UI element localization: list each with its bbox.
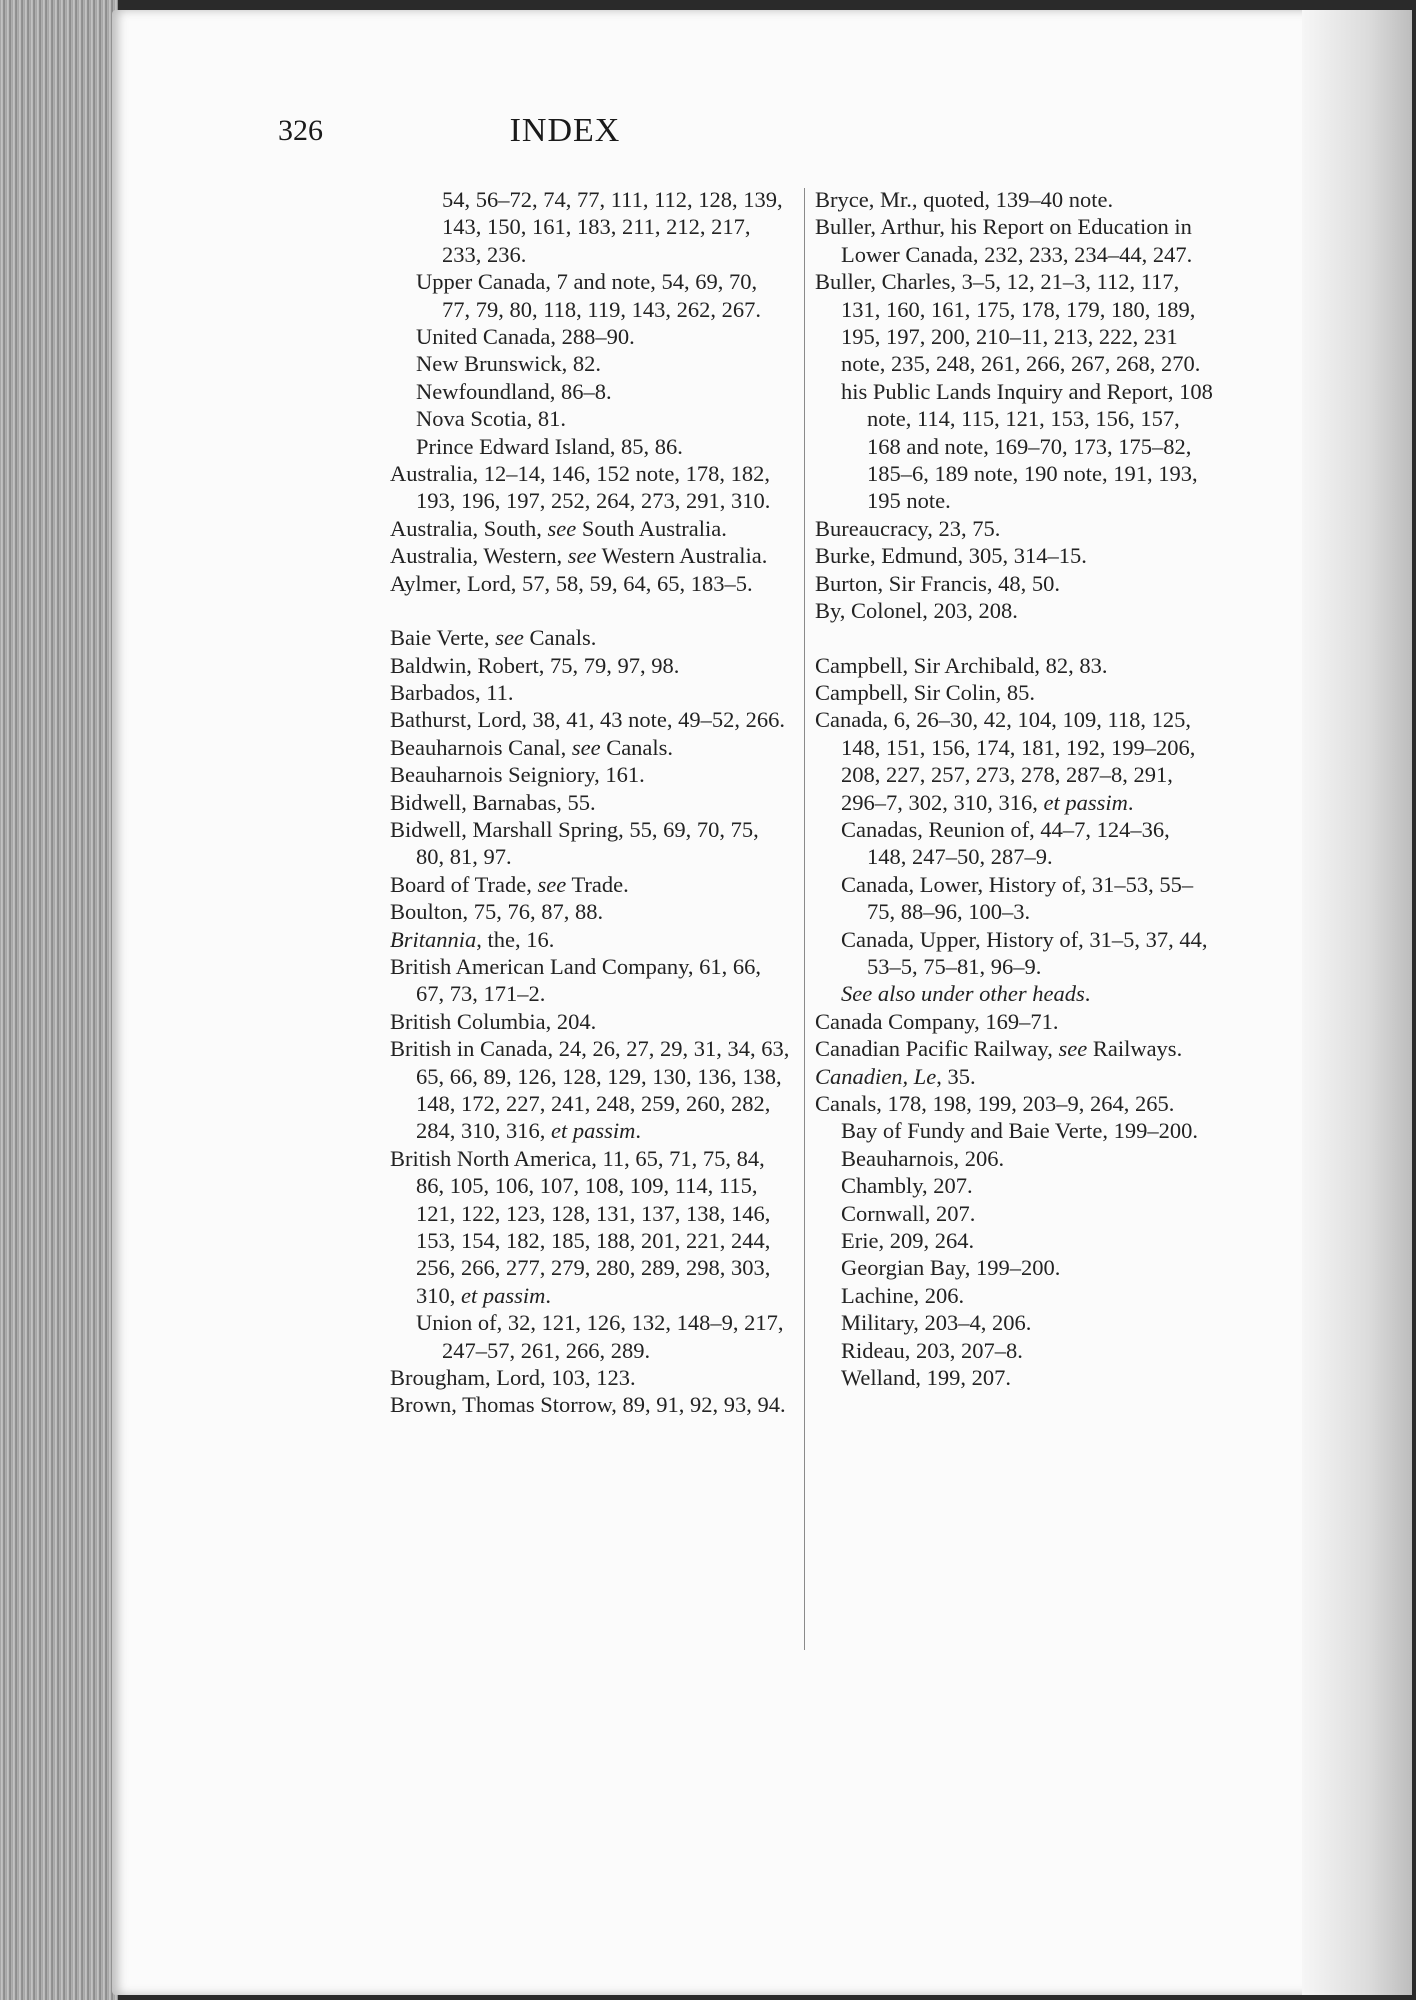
index-entry: Bidwell, Marshall Spring, 55, 69, 70, 75, 80, 81, 97. — [390, 816, 759, 870]
index-entry: Campbell, Sir Archibald, 82, 83. — [815, 652, 1108, 678]
index-subentry: Prince Edward Island, 85, 86. — [416, 433, 683, 459]
index-entry — [815, 706, 1213, 816]
index-entry: Bathurst, Lord, 38, 41, 43 note, 49–52, 266. — [390, 707, 785, 733]
entry-text: Australia, Western, — [390, 543, 568, 569]
index-entry: Brown, Thomas Storrow, 89, 91, 92, 93, 94. — [390, 1392, 786, 1418]
entry-text: Australia, South, — [390, 515, 548, 541]
index-subentry — [815, 980, 1213, 1007]
running-head-title: INDEX — [509, 112, 621, 149]
letter-section-gap — [815, 625, 1213, 652]
entry-text: Railways. — [1087, 1036, 1183, 1062]
entry-text: . — [545, 1282, 551, 1308]
index-entry — [390, 624, 790, 651]
page-header — [278, 108, 852, 158]
index-entry: Burton, Sir Francis, 48, 50. — [815, 570, 1060, 596]
italic-term: Britannia — [390, 926, 477, 952]
index-subentry: Union of, 32, 121, 126, 132, 148–9, 217, 247–57, 261, 266, 289. — [416, 1310, 784, 1363]
index-subentry: Beauharnois, 206. — [841, 1145, 1005, 1171]
italic-cross-reference: et passim — [1043, 789, 1128, 815]
italic-cross-reference: see — [537, 871, 567, 897]
entry-text: . — [1127, 789, 1134, 815]
index-entry — [815, 1035, 1213, 1062]
index-entry: Campbell, Sir Colin, 85. — [815, 679, 1036, 705]
index-subentry: Lachine, 206. — [841, 1282, 965, 1308]
italic-cross-reference: see — [567, 543, 597, 569]
index-entry — [390, 542, 790, 569]
index-entry: Bureaucracy, 23, 75. — [815, 515, 1001, 541]
index-entry: Buller, Arthur, his Report on Education in Lower Canada, 232, 233, 234–44, 247. — [815, 214, 1193, 267]
index-entry: Canals, 178, 198, 199, 203–9, 264, 265. — [815, 1091, 1175, 1116]
entry-text: , 35. — [936, 1063, 976, 1089]
italic-cross-reference: see — [1058, 1036, 1088, 1062]
italic-term: Canadien, Le — [815, 1063, 937, 1089]
italic-cross-reference: et passim — [461, 1282, 546, 1308]
index-subentry: Erie, 209, 264. — [841, 1228, 975, 1254]
index-entry: Baldwin, Robert, 75, 79, 97, 98. — [390, 652, 680, 678]
entry-text: Canadian Pacific Railway, — [815, 1036, 1059, 1062]
index-entry: Barbados, 11. — [390, 679, 514, 705]
index-subentry: his Public Lands Inquiry and Report, 108 note, 114, 115, 121, 153, 156, 157, 168 and note, 169–70, 173, 175–82, 185–6, 189 note, 190 note, 191, 193, 195 note. — [841, 378, 1213, 514]
index-entry: Boulton, 75, 76, 87, 88. — [390, 899, 604, 925]
entry-text: Canada, 6, 26–30, 42, 104, 109, 118, 125, 148, 151, 156, 174, 181, 192, 199–206, 208, 227, 257, 273, 278, 287–8, 291, 296–7, 302, 310, 316, — [815, 707, 1196, 815]
index-column-left — [390, 186, 790, 1419]
index-entry — [390, 1145, 790, 1309]
entry-text: Baie Verte, — [390, 625, 496, 651]
index-subentry: Canada, Upper, History of, 31–5, 37, 44, 53–5, 75–81, 96–9. — [841, 926, 1208, 979]
entry-text: Canals. — [523, 625, 597, 651]
index-entry: Canada Company, 169–71. — [815, 1008, 1059, 1034]
index-subentry: New Brunswick, 82. — [416, 351, 601, 377]
entry-text: Trade. — [566, 871, 629, 897]
index-subentry: Rideau, 203, 207–8. — [841, 1337, 1023, 1363]
book-page-edges — [0, 0, 118, 2000]
index-entry: 54, 56–72, 74, 77, 111, 112, 128, 139, 143, 150, 161, 183, 211, 212, 217, 233, 236. — [442, 187, 783, 267]
entry-text: . — [635, 1118, 641, 1144]
index-entry — [390, 871, 790, 898]
entry-text: Canals. — [600, 734, 674, 760]
index-entry: Beauharnois Seigniory, 161. — [390, 762, 645, 788]
index-subentry: Nova Scotia, 81. — [416, 406, 566, 432]
entry-text: Beauharnois Canal, — [390, 734, 572, 760]
entry-text: British in Canada, 24, 26, 27, 29, 31, 34, 63, 65, 66, 89, 126, 128, 129, 130, 136, 138, 148, 172, 227, 241, 248, 259, 260, 282, 284, 310, 316, — [390, 1036, 790, 1144]
index-subentry: Cornwall, 207. — [841, 1200, 976, 1226]
index-column-right — [815, 186, 1213, 1391]
entry-text: . — [1084, 981, 1091, 1007]
letter-section-gap — [390, 597, 790, 624]
index-entry: Australia, 12–14, 146, 152 note, 178, 182, 193, 196, 197, 252, 264, 273, 291, 310. — [390, 461, 771, 514]
index-entry: Bryce, Mr., quoted, 139–40 note. — [815, 187, 1114, 212]
index-entry: Buller, Charles, 3–5, 12, 21–3, 112, 117, 131, 160, 161, 175, 178, 179, 180, 189, 195, 197, 200, 210–11, 213, 222, 231 note, 235, 248, 261, 266, 267, 268, 270. — [815, 269, 1201, 377]
entry-text: , the, 16. — [476, 926, 555, 952]
index-entry: By, Colonel, 203, 208. — [815, 598, 1018, 624]
page-number: 326 — [278, 114, 323, 147]
italic-cross-reference: see — [571, 734, 601, 760]
index-subentry: Newfoundland, 86–8. — [416, 378, 612, 404]
index-subentry: Welland, 199, 207. — [841, 1365, 1012, 1391]
index-entry: British American Land Company, 61, 66, 67, 73, 171–2. — [390, 953, 761, 1007]
index-entry: Aylmer, Lord, 57, 58, 59, 64, 65, 183–5. — [390, 570, 753, 596]
index-subentry: Georgian Bay, 199–200. — [841, 1255, 1061, 1281]
index-entry — [390, 926, 790, 953]
italic-cross-reference: et passim — [551, 1118, 636, 1144]
entry-text: British North America, 11, 65, 71, 75, 84, 86, 105, 106, 107, 108, 109, 114, 115, 121, 122, 123, 128, 131, 137, 138, 146, 153, 154, 182, 185, 188, 201, 221, 244, 256, 266, 277, 279, 280, 289, 298, 303, 310, — [390, 1145, 771, 1308]
index-subentry: Canada, Lower, History of, 31–53, 55–75, 88–96, 100–3. — [841, 871, 1194, 925]
index-subentry: Bay of Fundy and Baie Verte, 199–200. — [841, 1118, 1199, 1144]
index-entry — [390, 1035, 790, 1145]
index-entry: Burke, Edmund, 305, 314–15. — [815, 543, 1087, 569]
italic-cross-reference: see — [547, 515, 577, 541]
index-entry: British Columbia, 204. — [390, 1008, 597, 1034]
index-entry: Brougham, Lord, 103, 123. — [390, 1365, 636, 1391]
entry-text: South Australia. — [576, 515, 727, 541]
index-entry: Bidwell, Barnabas, 55. — [390, 789, 596, 815]
index-entry — [390, 515, 790, 542]
index-subentry: Upper Canada, 7 and note, 54, 69, 70, 77, 79, 80, 118, 119, 143, 262, 267. — [416, 269, 761, 322]
column-divider — [804, 188, 805, 1650]
italic-term: See also under other heads — [841, 981, 1085, 1007]
index-subentry: Military, 203–4, 206. — [841, 1310, 1032, 1336]
index-entry — [390, 734, 790, 761]
italic-cross-reference: see — [495, 625, 524, 651]
index-subentry: United Canada, 288–90. — [416, 324, 635, 350]
page-gutter-shadow — [1302, 10, 1412, 1995]
index-subentry: Canadas, Reunion of, 44–7, 124–36, 148, 247–50, 287–9. — [841, 816, 1170, 870]
entry-text: Board of Trade, — [390, 871, 538, 897]
entry-text: Western Australia. — [596, 543, 768, 569]
index-subentry: Chambly, 207. — [841, 1173, 973, 1199]
index-entry — [815, 1063, 1213, 1090]
